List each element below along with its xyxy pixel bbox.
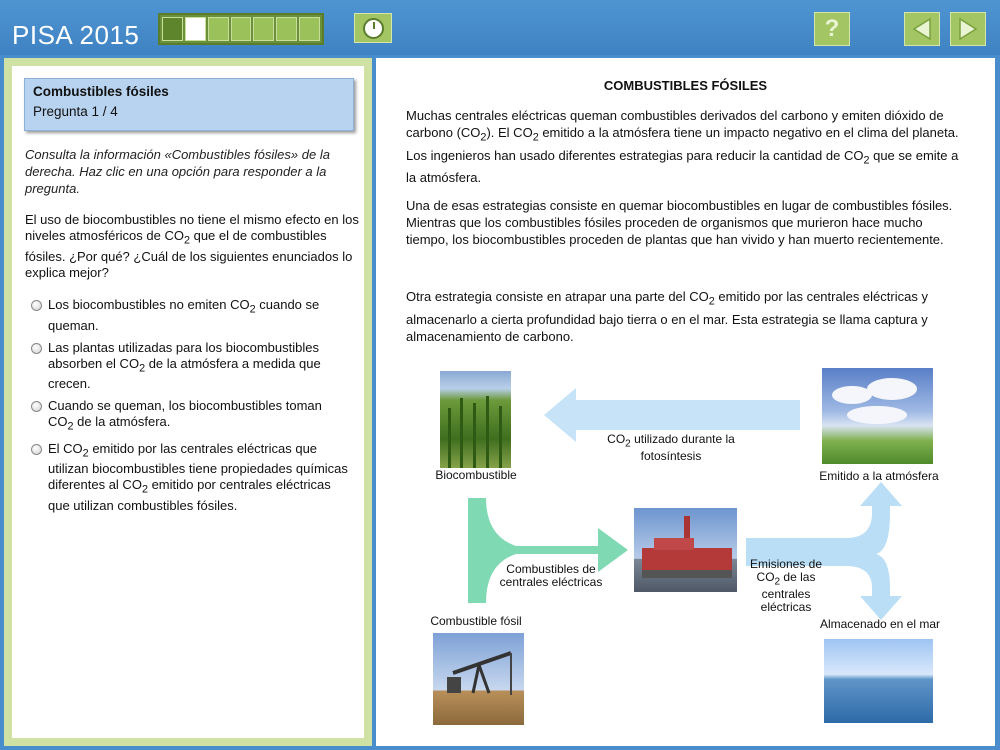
option-label[interactable]: Las plantas utilizadas para los biocombustibles absorben el $CO_2$ de la atmósfera a medida que crecen. (48, 339, 321, 392)
label-stored-sea: Almacenado en el mar (819, 617, 941, 631)
option-label[interactable]: El $CO_2$ emitido por las centrales eléctricas que utilizan biocombustibles tiene propiedades químicas diferentes al $CO_2$ emitido por centrales eléctricas que utilizan combustibles fósiles. (48, 440, 348, 513)
label-atmosphere: Emitido a la atmósfera (819, 469, 939, 483)
radio-button[interactable] (31, 401, 42, 412)
stimulus-paragraph-2: Una de esas estrategias consiste en quemar biocombustibles en lugar de combustibles fósiles. Mientras que los combustibles fósiles proceden de organismos que murieron hace mucho tiempo, los biocombustibles proceden de plantas que han vivido y han muerto recientemente. (406, 198, 953, 247)
answer-option-3[interactable] (31, 398, 361, 435)
progress-segment (231, 17, 252, 41)
timer-button[interactable] (354, 13, 392, 43)
progress-segment (208, 17, 229, 41)
help-label: ? (824, 15, 840, 42)
power-plant-image (634, 508, 737, 592)
label-fossil-fuel: Combustible fósil (430, 614, 522, 628)
top-bar (0, 0, 1000, 55)
progress-segment (162, 17, 183, 41)
question-panel-inner (12, 66, 364, 738)
atmosphere-sky-image (822, 368, 933, 464)
radio-button[interactable] (31, 343, 42, 354)
progress-segment (253, 17, 274, 41)
cloud-shape (832, 386, 872, 404)
unit-title: Combustibles fósiles (33, 84, 169, 99)
oil-pump-image (433, 633, 524, 725)
answer-option-4[interactable] (31, 441, 361, 514)
option-label[interactable]: Los biocombustibles no emiten $CO_2$ cuando se queman. (48, 297, 320, 333)
question-panel (4, 58, 372, 746)
corn-stalk (499, 406, 502, 468)
power-plant-illustration (634, 508, 737, 592)
next-button[interactable] (950, 12, 986, 46)
biofuel-corn-image (440, 371, 511, 468)
help-button[interactable] (814, 12, 850, 46)
stimulus-panel (376, 58, 995, 746)
label-power-plant-fuels: Combustibles de centrales eléctricas (499, 562, 603, 589)
progress-bar (158, 13, 324, 45)
answer-options (31, 297, 361, 520)
answer-option-2[interactable] (31, 340, 361, 393)
clock-icon (363, 18, 384, 39)
sea-image (824, 639, 933, 723)
corn-stalk (486, 396, 489, 468)
question-header-card (24, 78, 354, 131)
app-title: PISA 2015 (12, 20, 140, 50)
answer-option-1[interactable] (31, 297, 361, 334)
progress-segment-current (185, 17, 206, 41)
question-text: El uso de biocombustibles no tiene el mismo efecto en los niveles atmosféricos de $CO_2$ que el de combustibles fósiles. ¿Por qué? ¿Cuál de los siguientes enunciados lo explica mejor? (25, 212, 359, 280)
question-counter: Pregunta 1 / 4 (33, 104, 118, 119)
oil-pumpjack-illustration (433, 633, 524, 725)
cloud-shape (847, 406, 907, 424)
radio-button[interactable] (31, 300, 42, 311)
progress-segment (299, 17, 320, 41)
stimulus-title: COMBUSTIBLES FÓSILES (603, 78, 768, 93)
arrow-left-icon (911, 17, 933, 41)
radio-button[interactable] (31, 444, 42, 455)
progress-segment (276, 17, 297, 41)
cloud-shape (867, 378, 917, 400)
corn-stalk (460, 398, 463, 468)
stimulus-paragraph-1: Muchas centrales eléctricas queman combustibles derivados del carbono y emiten dióxido de carbono $(CO_2)$. El $CO_2$ emitido a la atmósfera tiene un impacto negativo en el clima del planeta. Los ingenieros han usado diferentes estrategias para reducir la cantidad de $CO_2$ que se emite a la atmósfera. (406, 108, 959, 186)
label-biofuel: Biocombustible (435, 468, 517, 482)
corn-stalk (473, 403, 476, 468)
instructions-text: Consulta la información «Combustibles fósiles» de la derecha. Haz clic en una opción para responder a la pregunta. (25, 147, 330, 196)
label-power-plant-emissions: Emisiones de $CO_2$ de las centrales eléctricas (749, 557, 823, 615)
corn-stalk (448, 408, 451, 468)
option-label[interactable]: Cuando se queman, los biocombustibles toman $CO_2$ de la atmósfera. (48, 398, 322, 433)
label-photosynthesis: $CO_2$ utilizado durante la fotosíntesis (607, 432, 735, 464)
back-button[interactable] (904, 12, 940, 46)
stimulus-paragraph-3: Otra estrategia consiste en atrapar una parte del $CO_2$ emitido por las centrales eléctricas y almacenarlo a cierta profundidad bajo tierra o en el mar. Esta estrategia se llama captura y almacenamiento de carbono. (406, 289, 928, 344)
arrow-right-icon (957, 17, 979, 41)
